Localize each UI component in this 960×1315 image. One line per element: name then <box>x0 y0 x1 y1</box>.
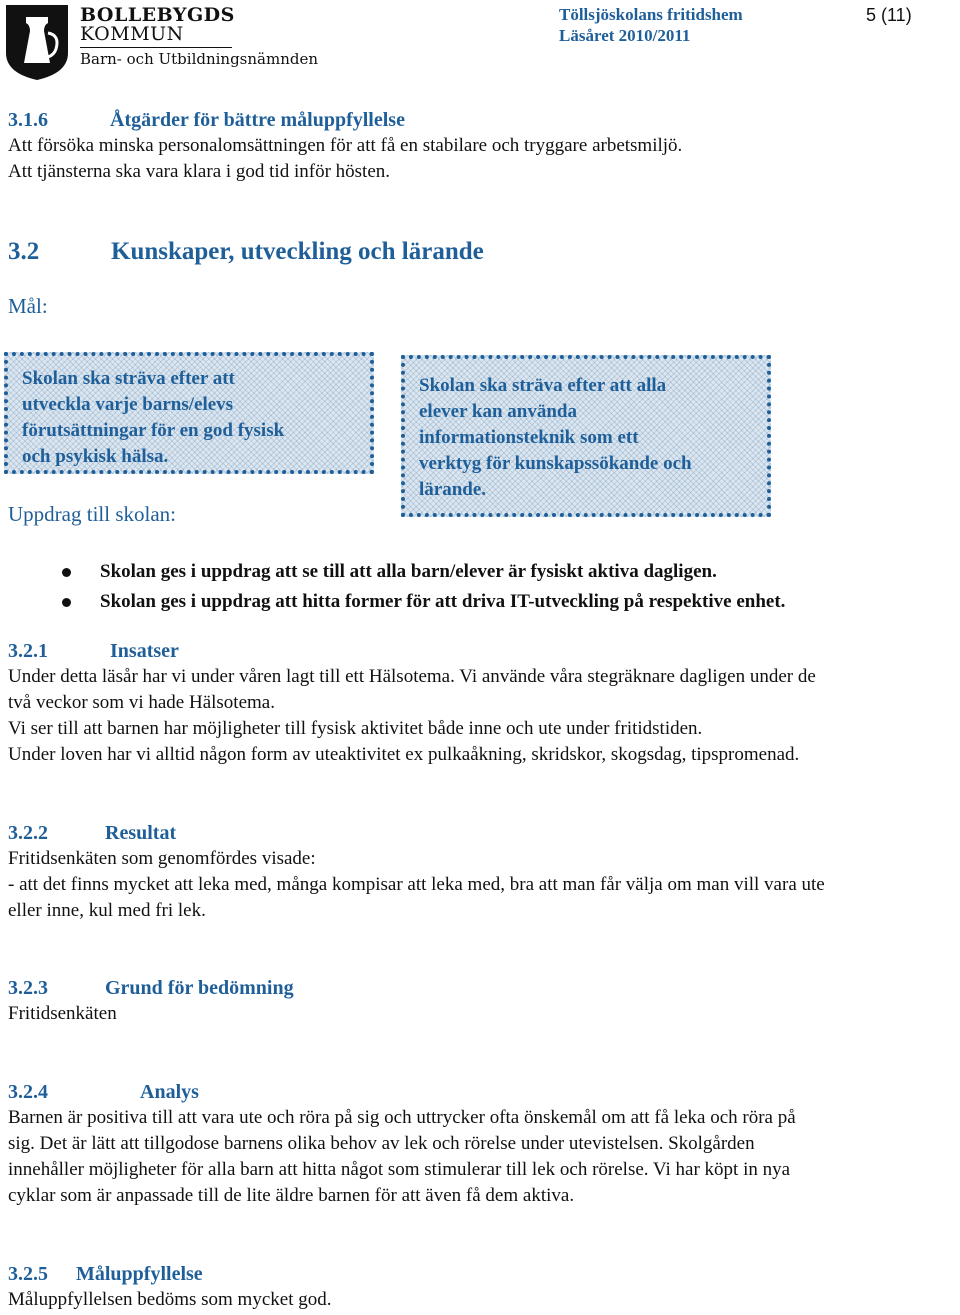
text-line: cyklar som är anpassade till de lite äldre barnen för att även få dem aktiva. <box>8 1185 575 1206</box>
text-line: Fritidsenkäten som genomfördes visade: <box>8 848 316 869</box>
goal-text-line: Skolan ska sträva efter att <box>22 368 235 389</box>
text-line: eller inne, kul med fri lek. <box>8 900 206 921</box>
heading-title: Grund för bedömning <box>105 977 294 999</box>
list-item-text: Skolan ges i uppdrag att hitta former för att driva IT-utveckling på respektive enhet. <box>100 591 786 612</box>
paragraph-3-2-2 <box>8 846 958 924</box>
heading-title: Analys <box>140 1081 199 1103</box>
goal-text-line: och psykisk hälsa. <box>22 446 169 467</box>
org-name-line1: BOLLEBYGDS <box>80 4 235 26</box>
heading-number: 3.2.4 <box>8 1081 48 1103</box>
goal-text-line: utveckla varje barns/elevs <box>22 394 234 415</box>
heading-title: Kunskaper, utveckling och lärande <box>111 238 484 265</box>
text-line: - att det finns mycket att leka med, många kompisar att leka med, bra att man får välja om man vill vara ute <box>8 874 825 895</box>
goal-text-line: förutsättningar för en god fysisk <box>22 420 285 441</box>
heading-3-2-3 <box>8 975 294 1001</box>
text-line: två veckor som vi hade Hälsotema. <box>8 692 275 713</box>
logo-divider <box>80 47 232 48</box>
text-line: Barnen är positiva till att vara ute och röra på sig och uttrycker ofta önskemål om att få leka och röra på <box>8 1107 796 1128</box>
text-line: Måluppfyllelsen bedöms som mycket god. <box>8 1289 332 1310</box>
paragraph-3-2-5 <box>8 1287 331 1313</box>
bullet-icon <box>62 598 71 607</box>
text-line: sig. Det är lätt att tillgodose barnens olika behov av lek och rörelse under utevistelsen. Skolgården <box>8 1133 755 1154</box>
org-name-line2: KOMMUN <box>80 23 184 45</box>
list-item-text: Skolan ges i uppdrag att se till att alla barn/elever är fysiskt aktiva dagligen. <box>100 561 717 582</box>
goal-text-line: informationsteknik som ett <box>419 427 639 448</box>
text-line: Vi ser till att barnen har möjligheter till fysisk aktivitet både inne och ute under fritidstiden. <box>8 718 703 739</box>
page-number: 5 (11) <box>866 5 912 25</box>
goal-text-line: Skolan ska sträva efter att alla <box>419 375 667 396</box>
text-line: Fritidsenkäten <box>8 1003 117 1024</box>
document-year: Läsåret 2010/2011 <box>559 26 691 45</box>
goal-box-it <box>401 355 771 517</box>
heading-number: 3.2 <box>8 238 40 265</box>
heading-title: Åtgärder för bättre måluppfyllelse <box>110 109 405 131</box>
paragraph-3-2-3 <box>8 1001 117 1027</box>
list-item <box>60 587 785 617</box>
heading-number: 3.1.6 <box>8 109 48 131</box>
text-line: Att tjänsterna ska vara klara i god tid inför hösten. <box>8 161 391 182</box>
heading-title: Resultat <box>105 822 177 844</box>
heading-title: Insatser <box>110 640 179 662</box>
bullet-icon <box>62 568 71 577</box>
paragraph-3-2-4 <box>8 1105 958 1209</box>
text-line: Under detta läsår har vi under våren lagt till ett Hälsotema. Vi använde våra stegräknare dagligen under de <box>8 666 816 687</box>
municipality-logo-icon <box>4 3 70 81</box>
goal-text-line: verktyg för kunskapssökande och <box>419 453 692 474</box>
heading-3-2-4 <box>8 1079 199 1105</box>
goals-label: Mål: <box>8 294 48 318</box>
goal-text-line: lärande. <box>419 479 487 500</box>
heading-number: 3.2.5 <box>8 1263 48 1285</box>
list-item <box>60 557 785 587</box>
heading-number: 3.2.1 <box>8 640 48 662</box>
goal-box-health <box>4 352 374 474</box>
heading-number: 3.2.3 <box>8 977 48 999</box>
heading-title: Måluppfyllelse <box>76 1263 203 1285</box>
text-line: innehåller möjligheter för alla barn att hitta något som stimulerar till lek och rörelse. Vi har köpt in nya <box>8 1159 791 1180</box>
text-line: Under loven har vi alltid någon form av uteaktivitet ex pulkaåkning, skridskor, skogsdag, tipspromenad. <box>8 744 800 765</box>
text-line: Att försöka minska personalomsättningen för att få en stabilare och tryggare arbetsmiljö. <box>8 135 683 156</box>
heading-3-2 <box>8 237 484 267</box>
org-department: Barn- och Utbildningsnämnden <box>80 50 319 68</box>
heading-3-2-1 <box>8 638 179 664</box>
goal-text-line: elever kan använda <box>419 401 578 422</box>
paragraph-3-1-6 <box>8 133 682 185</box>
heading-3-1-6 <box>8 107 405 133</box>
assignment-list <box>60 557 785 617</box>
heading-3-2-5 <box>8 1261 203 1287</box>
heading-3-2-2 <box>8 820 176 846</box>
paragraph-3-2-1 <box>8 664 958 768</box>
heading-number: 3.2.2 <box>8 822 48 844</box>
document-title: Töllsjöskolans fritidshem <box>559 5 743 24</box>
assignment-label: Uppdrag till skolan: <box>8 502 176 526</box>
